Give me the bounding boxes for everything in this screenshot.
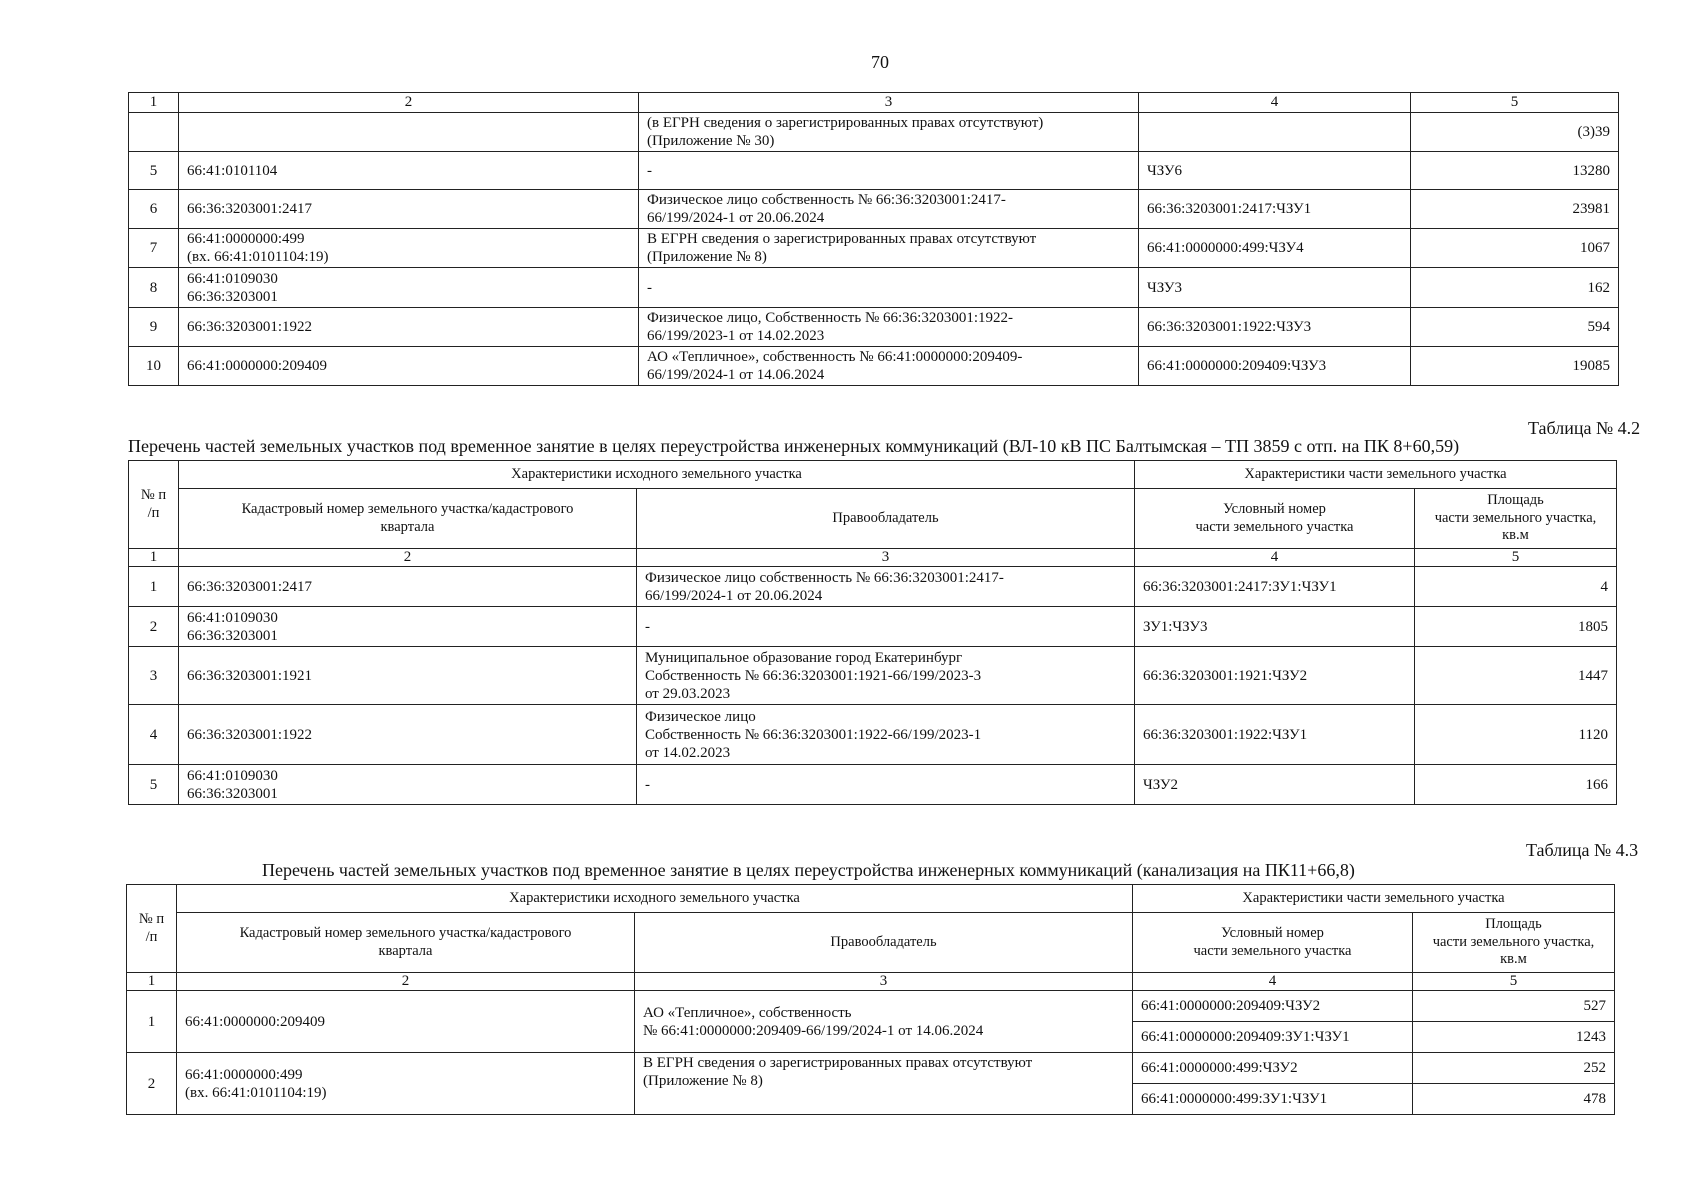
col-num-4: 4 — [1133, 973, 1413, 991]
header-plot-part: Характеристики части земельного участка — [1133, 885, 1615, 913]
col-num-2: 2 — [179, 93, 639, 113]
row-number: 10 — [129, 347, 179, 386]
header-area: Площадь части земельного участка, кв.м — [1415, 489, 1617, 549]
owner: - — [639, 152, 1139, 190]
area: 594 — [1411, 308, 1619, 347]
table-row — [129, 113, 1619, 152]
row-number: 3 — [129, 647, 179, 705]
cadastral-number: 66:36:3203001:2417 — [179, 190, 639, 229]
table-title-4-2: Перечень частей земельных участков под временное занятие в целях переустройства инженерных коммуникаций (ВЛ-10 кВ ПС Балтымская – ТП 3859 с отп. на ПК 8+60,59) — [128, 436, 1460, 456]
owner: - — [637, 765, 1135, 805]
owner: (в ЕГРН сведения о зарегистрированных правах отсутствуют) (Приложение № 30) — [639, 113, 1139, 152]
col-num-2: 2 — [179, 549, 637, 567]
header-row-groups — [127, 885, 1615, 913]
cadastral-number: 66:41:0000000:499 (вх. 66:41:0101104:19) — [179, 229, 639, 268]
table-title-4-3: Перечень частей земельных участков под временное занятие в целях переустройства инженерных коммуникаций (канализация на ПК11+66,8) — [262, 860, 1355, 880]
owner: Муниципальное образование город Екатеринбург Собственность № 66:36:3203001:1921-66/199/2023-3 от 29.03.2023 — [637, 647, 1135, 705]
header-source-plot: Характеристики исходного земельного участка — [179, 461, 1135, 489]
cadastral-number: 66:41:0109030 66:36:3203001 — [179, 765, 637, 805]
conditional-number: ЧЗУ3 — [1139, 268, 1411, 308]
row-number: 5 — [129, 152, 179, 190]
table-caption-4-3: Таблица № 4.3 — [1526, 840, 1639, 860]
table-row — [129, 705, 1617, 765]
column-number-row — [129, 549, 1617, 567]
header-row-columns — [129, 489, 1617, 549]
header-cadastral-number: Кадастровый номер земельного участка/кадастрового квартала — [177, 913, 635, 973]
header-row-columns — [127, 913, 1615, 973]
conditional-number: 66:41:0000000:209409:ЧЗУ2 — [1133, 991, 1413, 1022]
table-row — [129, 308, 1619, 347]
area: 4 — [1415, 567, 1617, 607]
cadastral-number: 66:36:3203001:1921 — [179, 647, 637, 705]
owner: В ЕГРН сведения о зарегистрированных правах отсутствуют (Приложение № 8) — [635, 1053, 1133, 1115]
conditional-number: 66:41:0000000:209409:ЧЗУ3 — [1139, 347, 1411, 386]
table-4-2 — [128, 460, 1617, 805]
table-row — [129, 607, 1617, 647]
area: 1447 — [1415, 647, 1617, 705]
conditional-number: 66:36:3203001:2417:ЗУ1:ЧЗУ1 — [1135, 567, 1415, 607]
row-number: 6 — [129, 190, 179, 229]
table-row — [127, 991, 1615, 1022]
col-num-5: 5 — [1415, 549, 1617, 567]
col-num-5: 5 — [1411, 93, 1619, 113]
conditional-number: 66:36:3203001:1922:ЧЗУ3 — [1139, 308, 1411, 347]
owner: Физическое лицо, Собственность № 66:36:3203001:1922- 66/199/2023-1 от 14.02.2023 — [639, 308, 1139, 347]
owner: - — [639, 268, 1139, 308]
conditional-number: 66:41:0000000:209409:ЗУ1:ЧЗУ1 — [1133, 1022, 1413, 1053]
conditional-number: 66:41:0000000:499:ЧЗУ4 — [1139, 229, 1411, 268]
col-num-4: 4 — [1139, 93, 1411, 113]
owner: Физическое лицо Собственность № 66:36:3203001:1922-66/199/2023-1 от 14.02.2023 — [637, 705, 1135, 765]
header-source-plot: Характеристики исходного земельного участка — [177, 885, 1133, 913]
header-owner: Правообладатель — [635, 913, 1133, 973]
table-row — [129, 268, 1619, 308]
header-area: Площадь части земельного участка, кв.м — [1413, 913, 1615, 973]
area: 162 — [1411, 268, 1619, 308]
col-num-1: 1 — [129, 93, 179, 113]
area: 252 — [1413, 1053, 1615, 1084]
cadastral-number: 66:41:0000000:209409 — [179, 347, 639, 386]
page-number: 70 — [871, 52, 889, 72]
cadastral-number: 66:36:3203001:1922 — [179, 705, 637, 765]
owner: - — [637, 607, 1135, 647]
cadastral-number: 66:36:3203001:2417 — [179, 567, 637, 607]
table-row — [129, 647, 1617, 705]
area: 1243 — [1413, 1022, 1615, 1053]
row-number — [129, 113, 179, 152]
col-num-5: 5 — [1413, 973, 1615, 991]
area: 527 — [1413, 991, 1615, 1022]
area: 478 — [1413, 1084, 1615, 1115]
header-row-number: № п /п — [129, 461, 179, 549]
table-row — [129, 152, 1619, 190]
row-number: 9 — [129, 308, 179, 347]
row-number: 1 — [129, 567, 179, 607]
table-row — [129, 347, 1619, 386]
owner: Физическое лицо собственность № 66:36:3203001:2417- 66/199/2024-1 от 20.06.2024 — [639, 190, 1139, 229]
conditional-number — [1139, 113, 1411, 152]
conditional-number: ЗУ1:ЧЗУ3 — [1135, 607, 1415, 647]
col-num-1: 1 — [127, 973, 177, 991]
table-row — [129, 190, 1619, 229]
header-conditional-number: Условный номер части земельного участка — [1133, 913, 1413, 973]
owner: АО «Тепличное», собственность № 66:41:0000000:209409-66/199/2024-1 от 14.06.2024 — [635, 991, 1133, 1053]
col-num-1: 1 — [129, 549, 179, 567]
cadastral-number — [179, 113, 639, 152]
conditional-number: ЧЗУ2 — [1135, 765, 1415, 805]
conditional-number: 66:36:3203001:1922:ЧЗУ1 — [1135, 705, 1415, 765]
cadastral-number: 66:41:0000000:209409 — [177, 991, 635, 1053]
col-num-2: 2 — [177, 973, 635, 991]
header-row-number: № п /п — [127, 885, 177, 973]
owner: Физическое лицо собственность № 66:36:3203001:2417- 66/199/2024-1 от 20.06.2024 — [637, 567, 1135, 607]
owner: АО «Тепличное», собственность № 66:41:0000000:209409- 66/199/2024-1 от 14.06.2024 — [639, 347, 1139, 386]
table-row — [129, 567, 1617, 607]
table-4-3 — [126, 884, 1615, 1115]
conditional-number: 66:36:3203001:1921:ЧЗУ2 — [1135, 647, 1415, 705]
area: 1120 — [1415, 705, 1617, 765]
conditional-number: 66:41:0000000:499:ЗУ1:ЧЗУ1 — [1133, 1084, 1413, 1115]
row-number: 5 — [129, 765, 179, 805]
area: 19085 — [1411, 347, 1619, 386]
col-num-3: 3 — [635, 973, 1133, 991]
table-continuation — [128, 92, 1619, 386]
table-row — [127, 1053, 1615, 1084]
cadastral-number: 66:41:0109030 66:36:3203001 — [179, 607, 637, 647]
col-num-3: 3 — [639, 93, 1139, 113]
row-number: 4 — [129, 705, 179, 765]
row-number: 1 — [127, 991, 177, 1053]
header-cadastral-number: Кадастровый номер земельного участка/кадастрового квартала — [179, 489, 637, 549]
row-number: 8 — [129, 268, 179, 308]
header-row-groups — [129, 461, 1617, 489]
header-owner: Правообладатель — [637, 489, 1135, 549]
col-num-3: 3 — [637, 549, 1135, 567]
column-number-row — [129, 93, 1619, 113]
cadastral-number: 66:41:0000000:499 (вх. 66:41:0101104:19) — [177, 1053, 635, 1115]
table-caption-4-2: Таблица № 4.2 — [1528, 418, 1641, 438]
conditional-number: 66:41:0000000:499:ЧЗУ2 — [1133, 1053, 1413, 1084]
cadastral-number: 66:41:0101104 — [179, 152, 639, 190]
conditional-number: ЧЗУ6 — [1139, 152, 1411, 190]
table-row — [129, 765, 1617, 805]
header-conditional-number: Условный номер части земельного участка — [1135, 489, 1415, 549]
area: (3)39 — [1411, 113, 1619, 152]
header-plot-part: Характеристики части земельного участка — [1135, 461, 1617, 489]
row-number: 2 — [127, 1053, 177, 1115]
column-number-row — [127, 973, 1615, 991]
row-number: 2 — [129, 607, 179, 647]
area: 166 — [1415, 765, 1617, 805]
area: 23981 — [1411, 190, 1619, 229]
cadastral-number: 66:36:3203001:1922 — [179, 308, 639, 347]
conditional-number: 66:36:3203001:2417:ЧЗУ1 — [1139, 190, 1411, 229]
row-number: 7 — [129, 229, 179, 268]
area: 13280 — [1411, 152, 1619, 190]
area: 1805 — [1415, 607, 1617, 647]
cadastral-number: 66:41:0109030 66:36:3203001 — [179, 268, 639, 308]
table-row — [129, 229, 1619, 268]
area: 1067 — [1411, 229, 1619, 268]
owner: В ЕГРН сведения о зарегистрированных правах отсутствуют (Приложение № 8) — [639, 229, 1139, 268]
col-num-4: 4 — [1135, 549, 1415, 567]
